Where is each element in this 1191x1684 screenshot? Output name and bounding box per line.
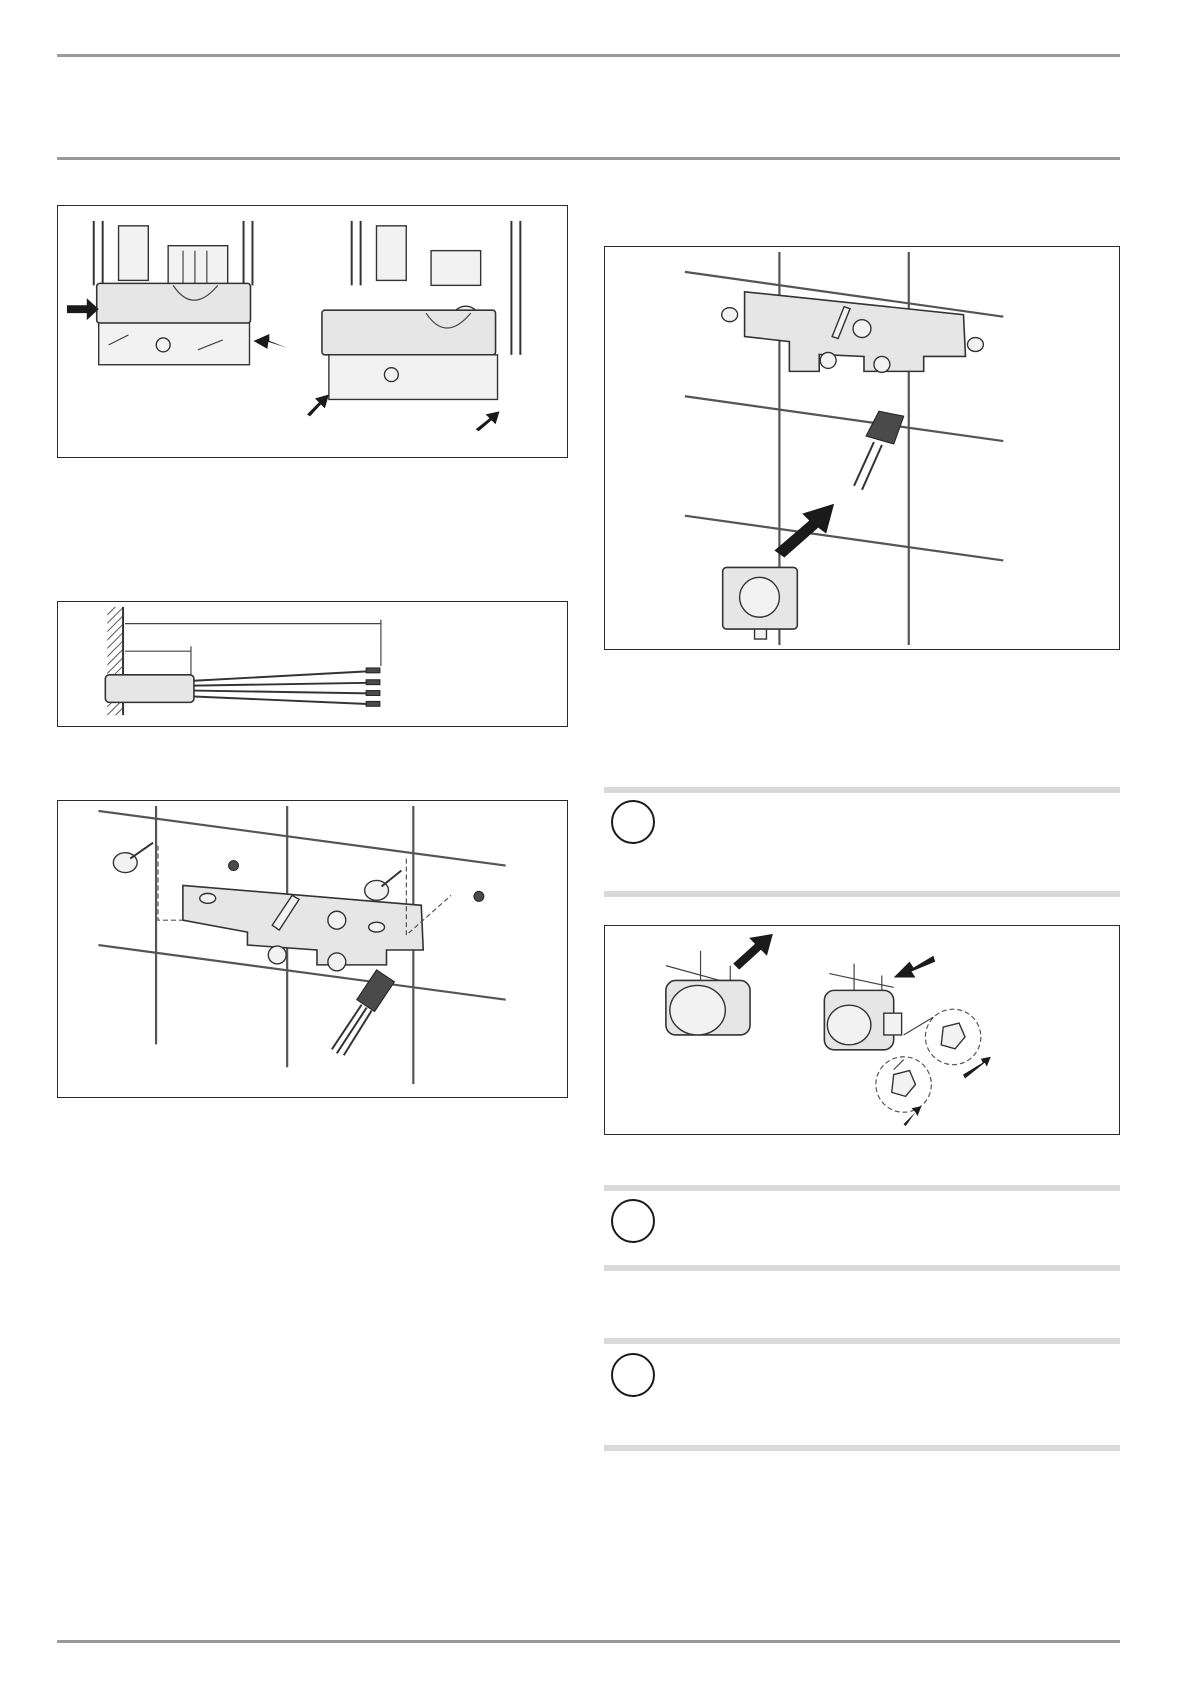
device-cover-removal-illustration (58, 206, 567, 457)
info-icon (611, 1353, 655, 1397)
note-1-bar-top (604, 787, 1120, 793)
figure-terminal-cover-removal (57, 205, 568, 458)
info-icon (611, 800, 655, 844)
header-rule-top (57, 54, 1120, 57)
figure-cable-strip-lengths (57, 601, 568, 727)
note-1-bar-bottom (604, 891, 1120, 897)
threaded-fitting-illustration (605, 926, 1119, 1134)
note-3-bar-bottom (604, 1445, 1120, 1451)
figure-wall-bracket-mounting (57, 800, 568, 1098)
figure-water-connection-fittings (604, 925, 1120, 1135)
header-rule-bottom (57, 157, 1120, 160)
footer-rule (57, 1640, 1120, 1643)
note-2-bar-top (604, 1185, 1120, 1191)
note-2-bar-bottom (604, 1265, 1120, 1271)
info-icon (611, 1199, 655, 1243)
note-3-bar-top (604, 1338, 1120, 1344)
cable-stripping-illustration (58, 602, 567, 726)
figure-cable-grommet-insertion (604, 246, 1120, 650)
grommet-insertion-illustration (605, 247, 1119, 649)
wall-bracket-screws-illustration (58, 801, 567, 1097)
